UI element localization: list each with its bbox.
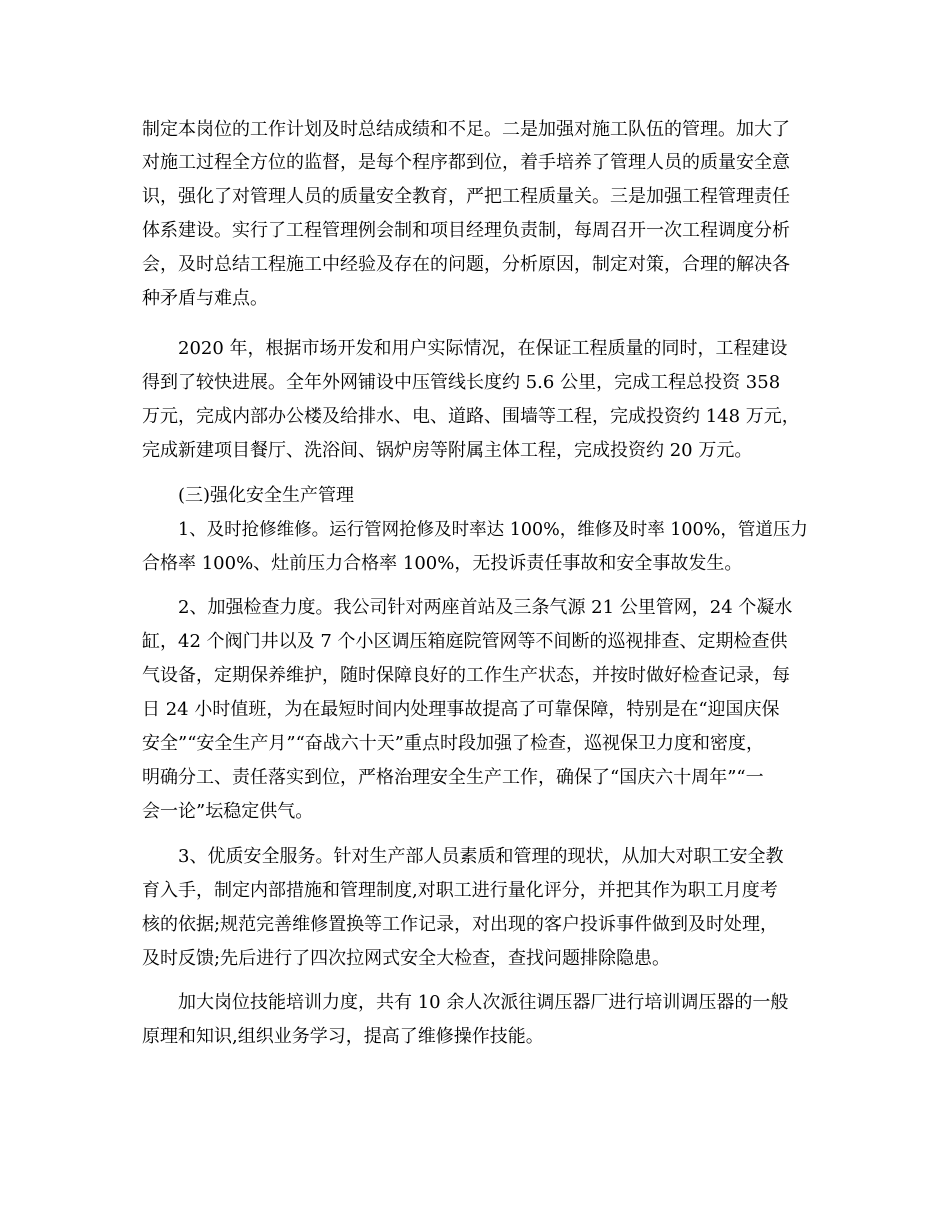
text-line: 核的依据;规范完善维修置换等工作记录，对出现的客户投诉事件做到及时处理， (142, 914, 779, 935)
text-line: 会，及时总结工程施工中经验及存在的问题，分析原因，制定对策，合理的解决各 (142, 254, 790, 275)
text-line: 2、加强检查力度。我公司针对两座首站及三条气源 21 公里管网，24 个凝水 (178, 597, 793, 618)
text-line: 2020 年，根据市场开发和用户实际情况，在保证工程质量的同时，工程建设 (178, 338, 788, 359)
text-line: 缸，42 个阀门井以及 7 个小区调压箱庭院管网等不间断的巡视排查、定期检查供 (142, 631, 788, 652)
text-line: 万元，完成内部办公楼及给排水、电、道路、围墙等工程，完成投资约 148 万元， (142, 406, 800, 427)
text-line: 体系建设。实行了工程管理例会制和项目经理负责制，每周召开一次工程调度分析 (142, 220, 790, 241)
text-line: 合格率 100%、灶前压力合格率 100%，无投诉责任事故和安全事故发生。 (142, 553, 743, 574)
text-line: 制定本岗位的工作计划及时总结成绩和不足。二是加强对施工队伍的管理。加大了 (142, 119, 790, 140)
text-line: 对施工过程全方位的监督，是每个程序都到位，着手培养了管理人员的质量安全意 (142, 152, 790, 173)
text-line: 日 24 小时值班，为在最短时间内处理事故提高了可靠保障，特别是在“迎国庆保 (142, 699, 780, 720)
text-line: 1、及时抢修维修。运行管网抢修及时率达 100%，维修及时率 100%，管道压力 (178, 520, 808, 540)
text-line: 识，强化了对管理人员的质量安全教育，严把工程质量关。三是加强工程管理责任 (142, 186, 790, 207)
text-line: 原理和知识,组织业务学习，提高了维修操作技能。 (142, 1026, 544, 1047)
text-line: 完成新建项目餐厅、洗浴间、锅炉房等附属主体工程，完成投资约 20 万元。 (142, 440, 753, 461)
section-heading: (三)强化安全生产管理 (178, 485, 355, 506)
text-line: 育入手，制定内部措施和管理制度,对职工进行量化评分，并把其作为职工月度考 (142, 880, 778, 901)
text-line: 得到了较快进展。全年外网铺设中压管线长度约 5.6 公里，完成工程总投资 358 (142, 372, 781, 393)
text-line: 3、优质安全服务。针对生产部人员素质和管理的现状，从加大对职工安全教 (178, 846, 784, 867)
text-line: 及时反馈;先后进行了四次拉网式安全大检查，查找问题排除隐患。 (142, 948, 671, 969)
text-line: 气设备，定期保养维护，随时保障良好的工作生产状态，并按时做好检查记录，每 (142, 665, 790, 686)
text-line: 加大岗位技能培训力度，共有 10 余人次派往调压器厂进行培训调压器的一般 (178, 992, 789, 1013)
text-line: 明确分工、责任落实到位，严格治理安全生产工作，确保了“国庆六十周年”“一 (142, 767, 764, 788)
text-line: 种矛盾与难点。 (142, 288, 268, 309)
text-line: 安全”“安全生产月”“奋战六十天”重点时段加强了检查，巡视保卫力度和密度， (142, 733, 765, 754)
text-line: 会一论”坛稳定供气。 (142, 801, 314, 822)
